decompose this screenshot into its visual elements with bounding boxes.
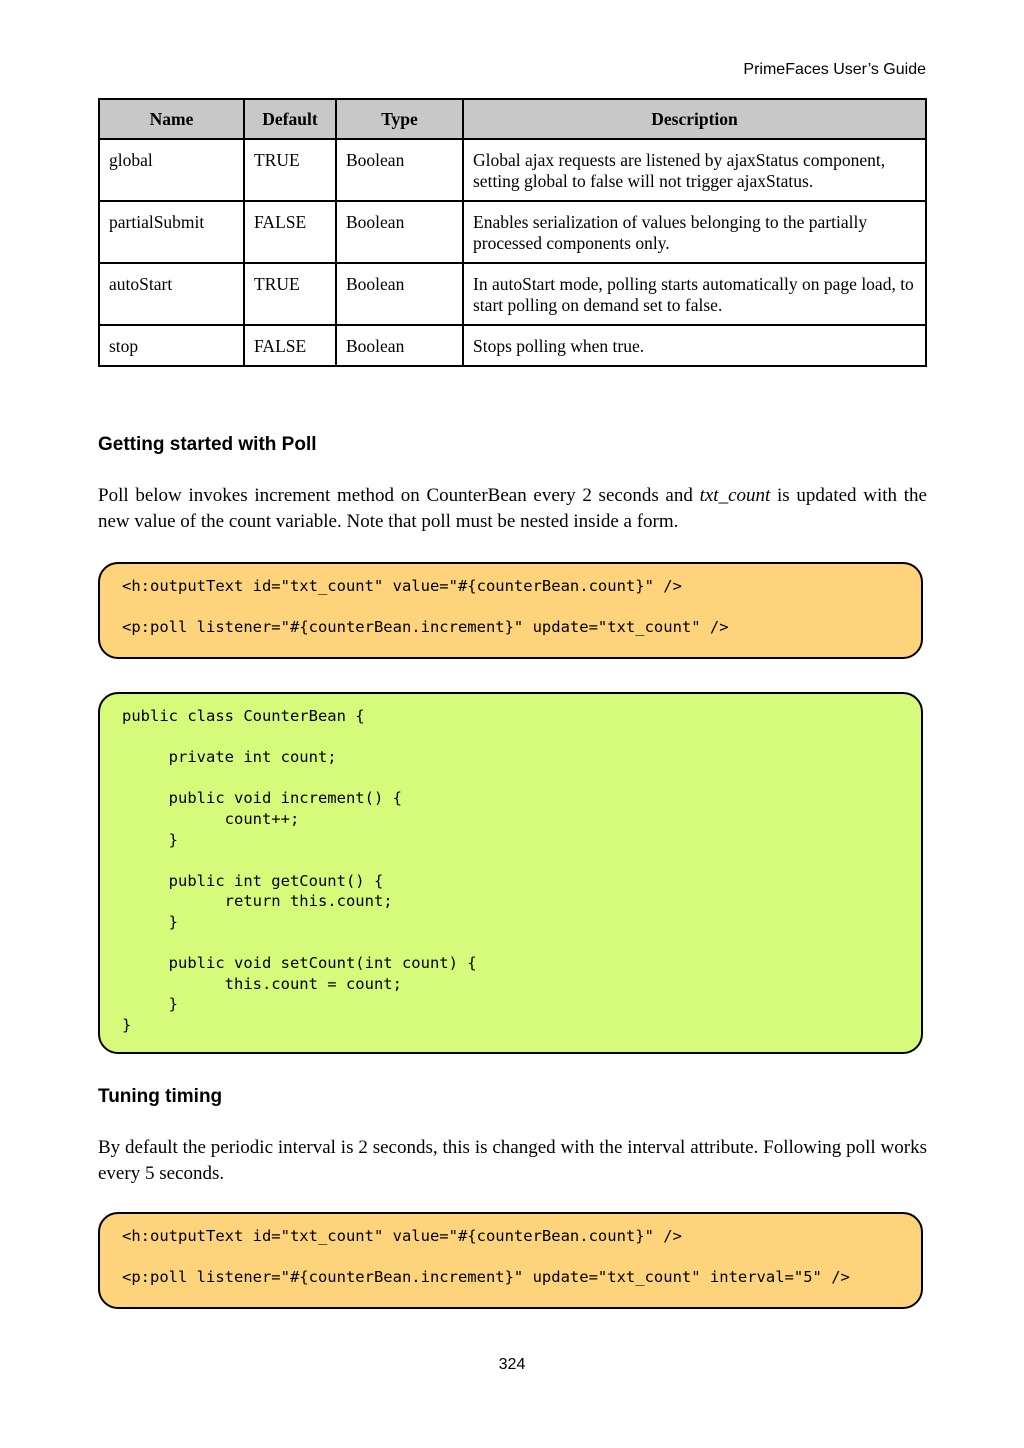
page-number: 324	[498, 1356, 526, 1373]
cell-default: TRUE	[244, 263, 336, 325]
table-header-row	[99, 99, 926, 139]
table-row	[99, 263, 926, 325]
cell-default: FALSE	[244, 325, 336, 366]
column-header-description: Description	[463, 99, 926, 139]
section-heading-tuning-timing: Tuning timing	[98, 1086, 223, 1107]
inline-code-reference: txt_count	[699, 485, 771, 506]
cell-type: Boolean	[336, 325, 463, 366]
cell-name: partialSubmit	[99, 201, 244, 263]
cell-type: Boolean	[336, 201, 463, 263]
column-header-type: Type	[336, 99, 463, 139]
attributes-table	[98, 98, 927, 367]
cell-type: Boolean	[336, 263, 463, 325]
column-header-name: Name	[99, 99, 244, 139]
cell-description: Global ajax requests are listened by ajaxStatus component, setting global to false will not trigger ajaxStatus.	[463, 139, 926, 201]
running-header: PrimeFaces User’s Guide	[743, 61, 926, 78]
cell-name: autoStart	[99, 263, 244, 325]
cell-description: In autoStart mode, polling starts automatically on page load, to start polling on demand set to false.	[463, 263, 926, 325]
cell-description: Stops polling when true.	[463, 325, 926, 366]
getting-started-paragraph	[98, 483, 927, 535]
cell-default: FALSE	[244, 201, 336, 263]
table-row	[99, 139, 926, 201]
table-row	[99, 325, 926, 366]
paragraph-text: is updated with the new value of the count variable. Note that poll must be nested inside a form.	[98, 485, 927, 532]
cell-type: Boolean	[336, 139, 463, 201]
paragraph-text: Poll below invokes increment method on CounterBean every 2 seconds and	[98, 485, 700, 506]
xhtml-interval-code-block: <h:outputText id="txt_count" value="#{counterBean.count}" /> <p:poll listener="#{counterBean.increment}" update="txt_count" interval="5" />	[98, 1212, 923, 1309]
section-heading-getting-started: Getting started with Poll	[98, 434, 317, 455]
cell-name: global	[99, 139, 244, 201]
xhtml-code-block: <h:outputText id="txt_count" value="#{counterBean.count}" /> <p:poll listener="#{counterBean.increment}" update="txt_count" />	[98, 562, 923, 659]
cell-description: Enables serialization of values belonging to the partially processed components only.	[463, 201, 926, 263]
java-code-block: public class CounterBean { private int count; public void increment() { count++; } public int getCount() { return this.count; } public void setCount(int count) { this.count = count; } }	[98, 692, 923, 1054]
cell-name: stop	[99, 325, 244, 366]
cell-default: TRUE	[244, 139, 336, 201]
tuning-timing-paragraph: By default the periodic interval is 2 seconds, this is changed with the interval attribute. Following poll works every 5 seconds.	[98, 1137, 927, 1184]
table-row	[99, 201, 926, 263]
column-header-default: Default	[244, 99, 336, 139]
